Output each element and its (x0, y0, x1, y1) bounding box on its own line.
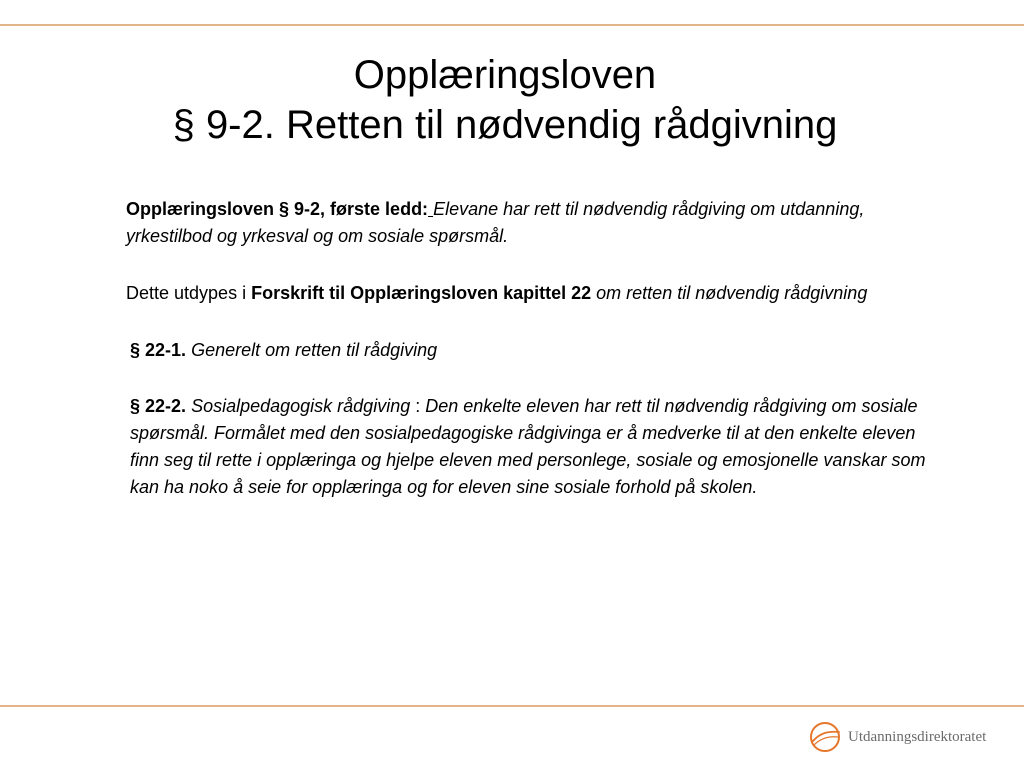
colon-separator: : (410, 396, 426, 416)
paragraph-law-section (126, 196, 941, 250)
regulation-reference: Forskrift til Opplæringsloven kapittel 22 (251, 283, 592, 303)
section-22-2-heading: Sosialpedagogisk rådgiving (191, 396, 411, 416)
regulation-intro: Dette utdypes i (126, 283, 252, 303)
title-line-2: § 9-2. Retten til nødvendig rådgivning (172, 103, 838, 147)
logo-wordmark: Utdanningsdirektoratet (848, 728, 987, 745)
top-divider (0, 24, 1024, 26)
paragraph-section-22-2 (126, 393, 941, 501)
law-reference: Opplæringsloven § 9-2, første ledd: (126, 199, 429, 219)
title-line-1: Opplæringsloven (353, 53, 657, 97)
paragraph-section-22-1 (126, 337, 941, 364)
bottom-divider (0, 705, 1024, 707)
regulation-topic: om retten til nødvendig rådgivning (596, 283, 868, 303)
section-22-2-text: Den enkelte eleven har rett til nødvendig rådgiving om sosiale spørsmål. Formålet med den sosialpedagogiske rådgivinga er å medverke til at den enkelte eleven finn seg til rette i opplæringa og hjelpe eleven med personlege, sosiale og emosjonelle vanskar som kan ha noko å seie for opplæringa og for eleven sine sosiale forhold på skolen. (130, 396, 926, 497)
paragraph-regulation (126, 280, 941, 307)
section-22-1-heading: Generelt om retten til rådgiving (191, 340, 438, 360)
section-22-1-number: § 22-1. (130, 340, 187, 360)
slide-title (0, 50, 1010, 150)
footer-logo (808, 717, 1000, 757)
slide-body (126, 196, 941, 501)
utdanningsdirektoratet-logo-icon (808, 720, 842, 754)
section-22-2-number: § 22-2. (130, 396, 187, 416)
law-text: Elevane har rett til nødvendig rådgiving om utdanning, yrkestilbod og yrkesval og om sosiale spørsmål. (126, 199, 865, 246)
